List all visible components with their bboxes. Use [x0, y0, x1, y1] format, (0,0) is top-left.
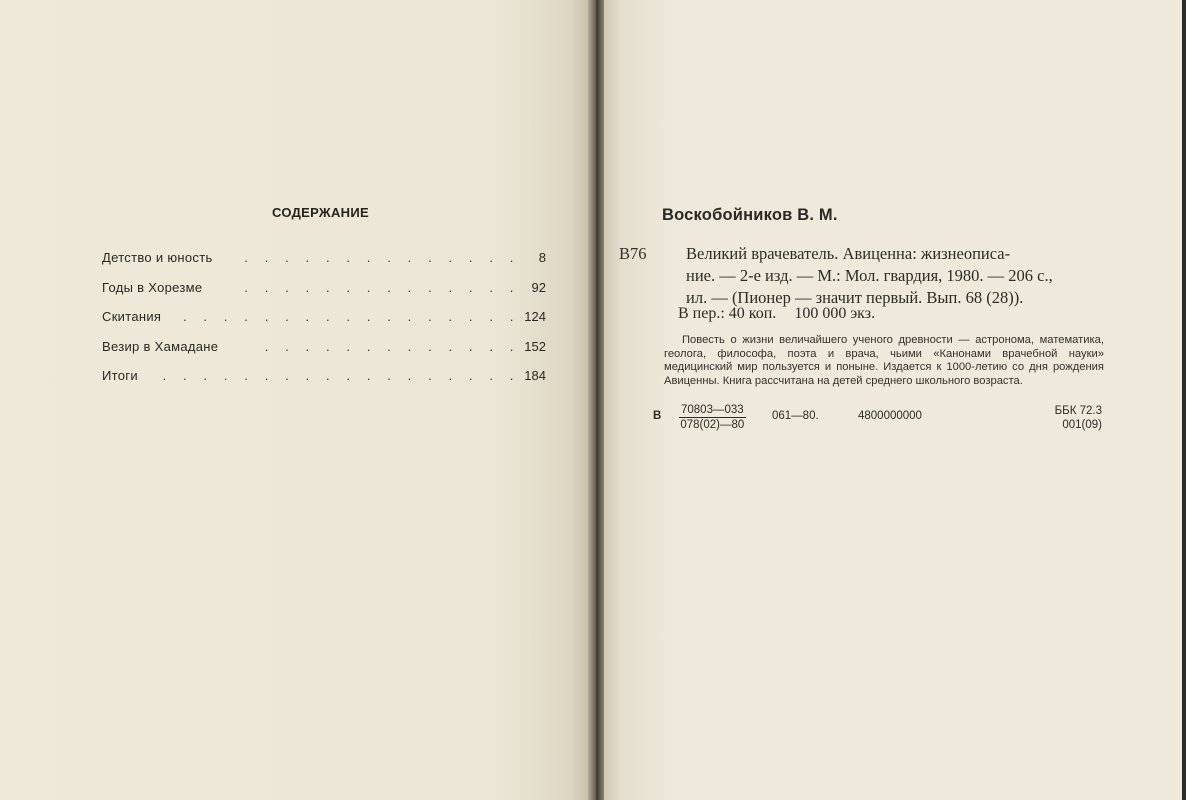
bbk-classification [1055, 404, 1102, 432]
author-mark-code: В76 [619, 244, 647, 263]
bibliographic-description [686, 243, 1106, 309]
catalog-numerator: 70803—033 [681, 404, 744, 416]
toc-entry [102, 339, 548, 369]
toc-leader-dots: . . . . . . . . . . . . . . . . . [183, 309, 520, 324]
toc-entry-label: Итоги [102, 368, 138, 383]
bbk-line: ББК 72.3 [1054, 405, 1102, 417]
annotation-text: Повесть о жизни величайшего ученого древности — астронома, математика, геолога, философа, поэта и врача, чьими «Канонами врачебной науки» медицинский мир пользуется и поныне. Издается к 1000-летию со дня рождения Авиценны. Книга рассчитана на детей среднего школьного возраста. [664, 334, 1104, 387]
toc-entry-page: 124 [524, 309, 546, 324]
author-heading: Воскобойников В. М. [662, 206, 838, 224]
left-page [0, 0, 588, 800]
toc-entry-label: Детство и юность [102, 250, 213, 265]
toc-leader-dots: . . . . . . . . . . . . . . . . . . [162, 368, 520, 383]
book-spine-gutter [588, 0, 604, 800]
toc-list [102, 250, 548, 398]
toc-leader-dots: . . . . . . . . . . . . . . [244, 250, 520, 265]
toc-title: СОДЕРЖАНИЕ [272, 205, 369, 220]
toc-entry-page: 92 [531, 279, 546, 295]
toc-entry-page: 184 [524, 368, 546, 383]
catalog-number: 4800000000 [858, 410, 922, 422]
catalog-fraction [679, 404, 746, 433]
toc-entry-page: 152 [524, 338, 546, 354]
bibliographic-line: Великий врачеватель. Авиценна: жизнеописа- [686, 244, 1011, 263]
toc-entry-label: Везир в Хамадане [102, 338, 219, 354]
binding-price: В пер.: 40 коп. [678, 305, 777, 322]
toc-entry [102, 368, 548, 398]
print-run: 100 000 экз. [794, 305, 876, 322]
toc-entry-label: Годы в Хорезме [102, 279, 203, 295]
toc-leader-dots: . . . . . . . . . . . . . . [244, 279, 520, 295]
toc-entry [102, 280, 548, 310]
toc-leader-dots: . . . . . . . . . . . . . [264, 338, 520, 354]
catalog-suffix: 061—80. [772, 410, 819, 422]
right-page [604, 0, 1182, 800]
bibliographic-line: ние. — 2-е изд. — М.: Мол. гвардия, 1980. — 206 с., [686, 266, 1053, 285]
scan-edge [1182, 0, 1186, 800]
toc-entry [102, 309, 548, 339]
toc-entry [102, 250, 548, 280]
bibliographic-line: ил. — (Пионер — значит первый. Вып. 68 (28)). [686, 288, 1024, 307]
catalog-denominator: 078(02)—80 [680, 419, 745, 431]
toc-entry-page: 8 [538, 250, 546, 265]
catalog-prefix: В [653, 410, 662, 422]
bbk-line: 001(09) [1062, 419, 1102, 431]
catalog-index [628, 404, 1102, 438]
toc-entry-label: Скитания [102, 309, 162, 324]
price-line [678, 305, 875, 323]
